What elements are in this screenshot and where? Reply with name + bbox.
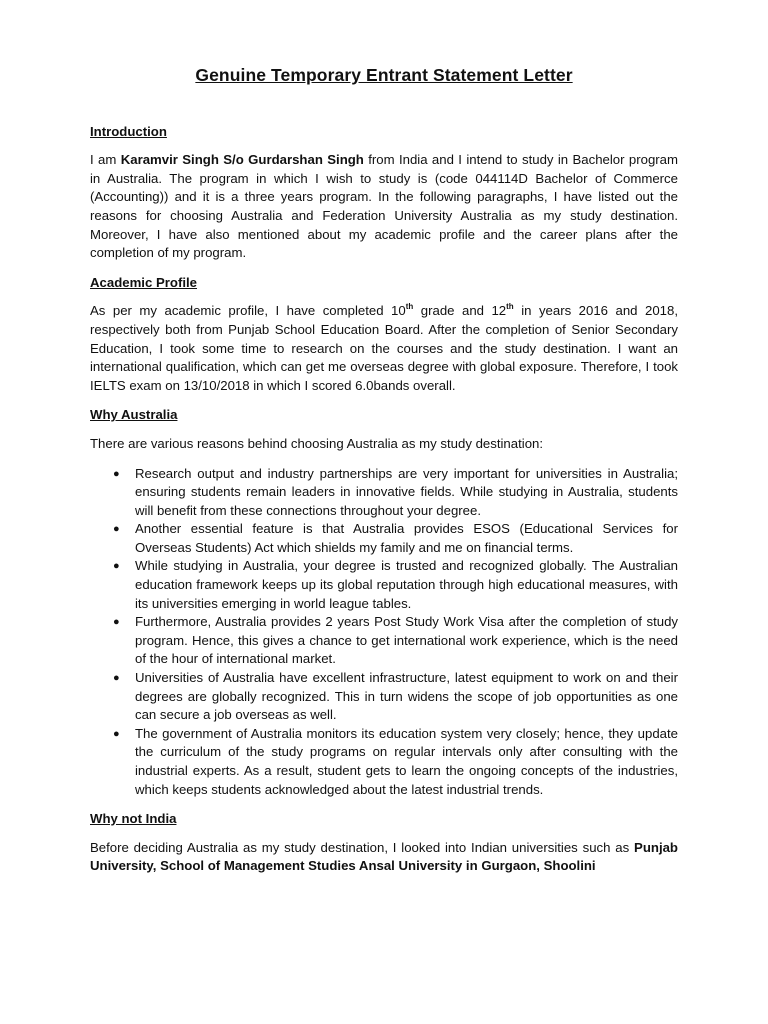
heading-introduction: Introduction <box>90 123 167 139</box>
list-item <box>90 557 678 613</box>
superscript-th-1: th <box>405 302 414 312</box>
list-item-text: The government of Australia monitors its education system very closely; hence, they update the curriculum of the study programs on regular intervals only after consulting with the industrial experts. As a result, student gets to learn the ongoing concepts of the industries, which keeps students acknowledged about the latest industrial trends. <box>135 725 678 797</box>
bullet-icon: ● <box>113 467 120 480</box>
list-item <box>90 669 678 725</box>
bullet-icon: ● <box>113 727 120 740</box>
list-item <box>90 613 678 669</box>
list-item-text: Furthermore, Australia provides 2 years Post Study Work Visa after the completion of study program. Hence, this gives a chance to get international work experience, which is the need of the hour of international market. <box>135 614 678 667</box>
list-item <box>90 465 678 521</box>
list-item-text: Research output and industry partnerships are very important for universities in Australia; ensuring students remain leaders in innovative fields. While studying in Australia, students will benefit from these connections throughout your degree. <box>135 465 678 518</box>
list-item <box>90 520 678 557</box>
academic-text-2: grade and 12 <box>413 303 507 319</box>
list-item <box>90 725 678 799</box>
bullet-icon: ● <box>113 560 120 573</box>
academic-text-3: in years 2016 and 2018, respectively both from Punjab School Education Board. After the completion of Senior Secondary Education, I took some time to research on the courses and the study destination. I want an international qualification, which can get me overseas degree with global exposure. Therefore, I took IELTS exam on 13/10/2018 in which I scored 6.0bands overall. <box>90 303 678 393</box>
list-item-text: Universities of Australia have excellent infrastructure, latest equipment to work on and their degrees are globally recognized. This in turn widens the scope of job opportunities as one can secure a job overseas as well. <box>135 670 678 723</box>
bullet-icon: ● <box>113 616 120 629</box>
heading-why-not-india: Why not India <box>90 811 177 827</box>
applicant-name: Karamvir Singh S/o Gurdarshan Singh <box>120 152 364 168</box>
why-australia-lead: There are various reasons behind choosing Australia as my study destination: <box>90 435 544 451</box>
reasons-list <box>90 465 678 800</box>
bullet-icon: ● <box>113 672 120 685</box>
document-title: Genuine Temporary Entrant Statement Letter <box>195 65 573 85</box>
why-not-india-text: Before deciding Australia as my study destination, I looked into Indian universities such as <box>90 839 635 855</box>
introduction-paragraph <box>90 151 678 263</box>
why-not-india-paragraph <box>90 839 678 876</box>
university-names: Punjab University, School of Management Studies Ansal University in Gurgaon, Shoolini <box>90 839 678 874</box>
academic-paragraph <box>90 302 678 395</box>
intro-text-2: from India and I intend to study in Bachelor program in Australia. The program in which I wish to study is (code 044114D Bachelor of Commerce (Accounting)) and it is a three years program. In the following paragraphs, I have listed out the reasons for choosing Australia and Federation University Australia as my study destination. Moreover, I have also mentioned about my academic profile and the career plans after the completion of my program. <box>90 152 679 261</box>
intro-text-1: I am <box>90 152 121 168</box>
heading-academic-profile: Academic Profile <box>90 274 198 290</box>
bullet-icon: ● <box>113 523 120 536</box>
heading-why-australia: Why Australia <box>90 407 178 423</box>
list-item-text: Another essential feature is that Australia provides ESOS (Educational Services for Overseas Students) Act which shields my family and me on financial terms. <box>135 521 678 555</box>
superscript-th-2: th <box>506 302 514 312</box>
list-item-text: While studying in Australia, your degree is trusted and recognized globally. The Australian education framework keeps up its global reputation through high educational measures, with its universities emerging in world league tables. <box>135 558 678 611</box>
academic-text-1: As per my academic profile, I have completed 10 <box>90 303 406 319</box>
